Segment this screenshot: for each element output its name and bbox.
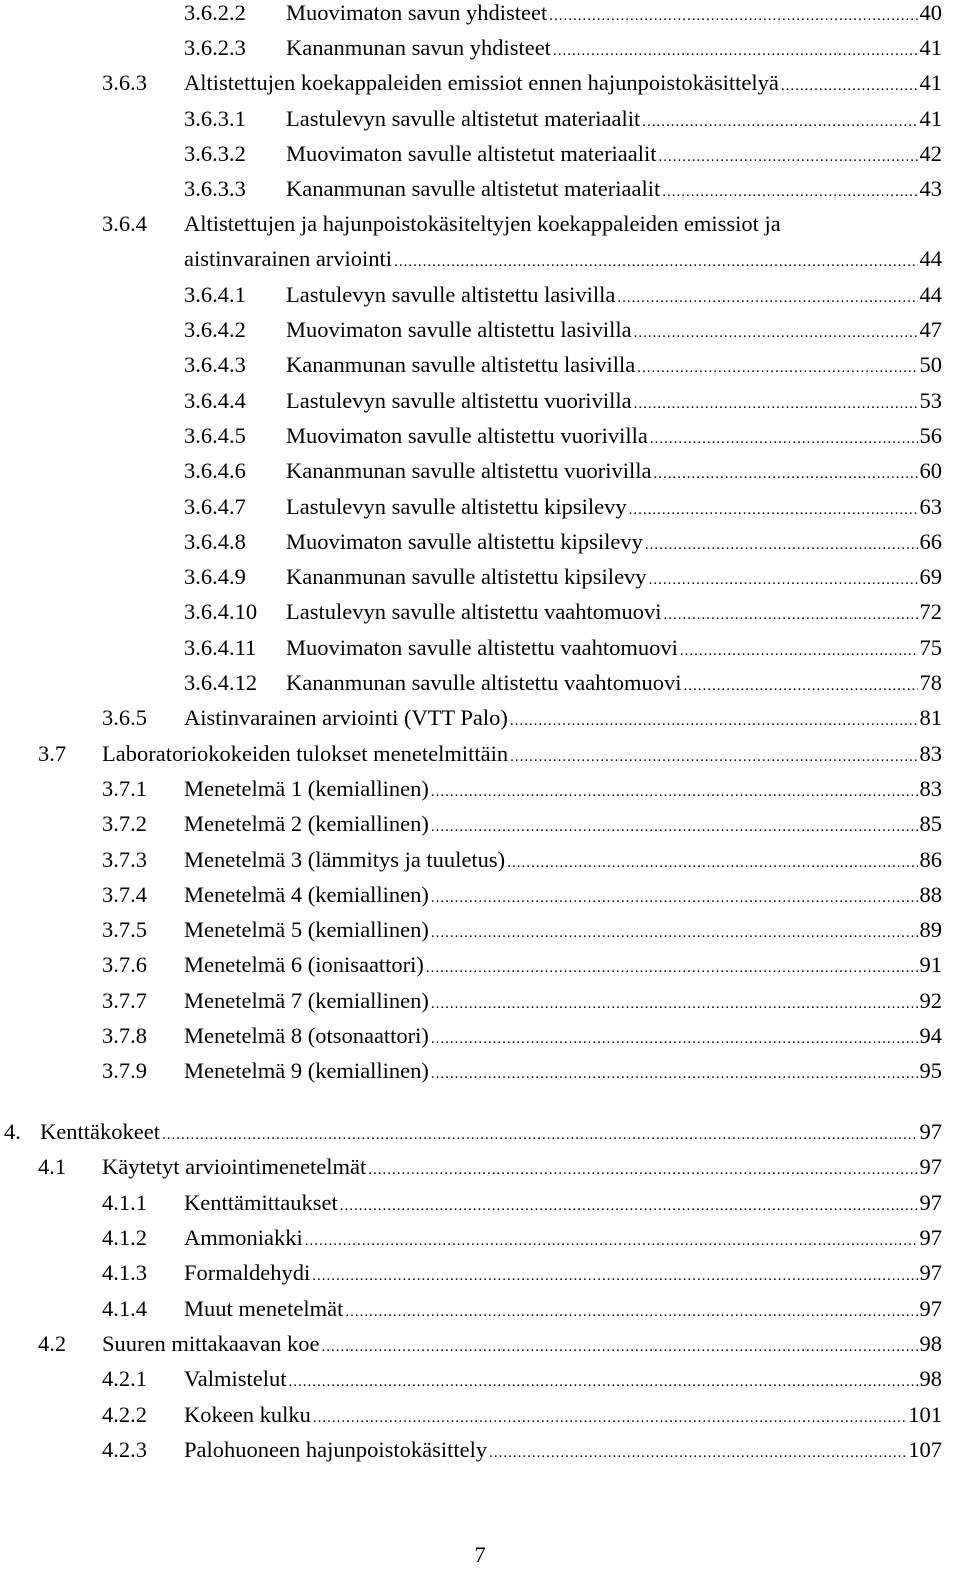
toc-entry-title: Muovimaton savulle altistettu vuorivilla — [286, 423, 648, 448]
toc-entry-number: 3.7.6 — [102, 952, 147, 977]
toc-entry[interactable] — [102, 776, 942, 812]
toc-entry-title: Muut menetelmät — [184, 1296, 344, 1321]
toc-entry-page: 97 — [919, 1119, 942, 1144]
toc-entry-title: Menetelmä 8 (otsonaattori) — [184, 1023, 429, 1048]
toc-entry[interactable] — [184, 35, 942, 71]
toc-entry-title: Kananmunan savulle altistettu vuorivilla — [286, 458, 652, 483]
dot-leader — [426, 955, 918, 981]
dot-leader — [394, 249, 917, 275]
toc-entry-number: 4.2 — [38, 1331, 67, 1356]
toc-entry[interactable] — [102, 1437, 942, 1473]
toc-entry[interactable] — [184, 282, 942, 318]
toc-entry-title: Kananmunan savulle altistettu lasivilla — [286, 352, 636, 377]
toc-entry[interactable] — [184, 176, 942, 212]
toc-entry-title: Lastulevyn savulle altistettu vaahtomuovi — [286, 599, 662, 624]
toc-entry-number: 4. — [4, 1119, 21, 1144]
toc-entry[interactable] — [38, 1154, 942, 1190]
dot-leader — [781, 73, 918, 99]
toc-entry-number: 3.6.4.3 — [184, 352, 246, 377]
toc-entry-page: 66 — [919, 529, 942, 554]
dot-leader — [305, 1228, 918, 1254]
dot-leader — [634, 391, 918, 417]
toc-entry-page: 40 — [919, 0, 942, 25]
toc-entry-page: 83 — [919, 776, 942, 801]
toc-entry-page: 97 — [919, 1296, 942, 1321]
toc-entry-page: 89 — [919, 917, 942, 942]
toc-entry-page: 83 — [919, 741, 942, 766]
toc-entry-title: Menetelmä 2 (kemiallinen) — [184, 811, 429, 836]
dot-leader — [642, 109, 917, 135]
toc-entry-page: 98 — [919, 1331, 942, 1356]
toc-entry-page: 50 — [919, 352, 942, 377]
toc-entry-number: 3.6.4.4 — [184, 388, 246, 413]
toc-entry-title: Käytetyt arviointimenetelmät — [102, 1154, 367, 1179]
toc-entry[interactable] — [184, 106, 942, 142]
toc-entry-number: 3.6.4.11 — [184, 635, 257, 660]
toc-entry-title: Muovimaton savun yhdisteet — [286, 0, 548, 25]
toc-entry-page: 107 — [908, 1437, 942, 1462]
toc-entry-title: Lastulevyn savulle altistettu vuorivilla — [286, 388, 632, 413]
toc-entry-number: 3.7.5 — [102, 917, 147, 942]
toc-entry-title: Kenttämittaukset — [184, 1190, 338, 1215]
toc-entry-title: Aistinvarainen arviointi (VTT Palo) — [184, 705, 508, 730]
toc-entry-title: Kananmunan savulle altistetut materiaalit — [286, 176, 661, 201]
toc-entry[interactable] — [102, 211, 942, 271]
toc-entry-page: 41 — [919, 106, 942, 131]
toc-entry-number: 3.6.4 — [102, 211, 147, 236]
toc-entry-title: Palohuoneen hajunpoistokäsittely — [184, 1437, 488, 1462]
dot-leader — [549, 3, 917, 29]
dot-leader — [510, 708, 918, 734]
toc-entry-number: 4.2.2 — [102, 1402, 147, 1427]
dot-leader — [368, 1157, 917, 1183]
toc-entry-number: 3.6.4.7 — [184, 494, 246, 519]
toc-entry-title: Laboratoriokokeiden tulokset menetelmittäin — [102, 741, 509, 766]
toc-entry-page: 86 — [919, 847, 942, 872]
dot-leader — [431, 1061, 918, 1087]
toc-entry-page: 97 — [919, 1190, 942, 1215]
toc-entry-number: 4.1.3 — [102, 1260, 147, 1285]
toc-entry-number: 3.7.9 — [102, 1058, 147, 1083]
toc-entry-number: 3.6.4.9 — [184, 564, 246, 589]
dot-leader — [162, 1122, 918, 1148]
toc-entry-number: 3.7.3 — [102, 847, 147, 872]
toc-entry[interactable] — [184, 141, 942, 177]
toc-entry-title: Lastulevyn savulle altistettu kipsilevy — [286, 494, 627, 519]
toc-entry-page: 63 — [919, 494, 942, 519]
toc-entry-page: 44 — [919, 246, 942, 271]
dot-leader — [629, 497, 918, 523]
toc-entry[interactable] — [184, 599, 942, 635]
toc-entry[interactable] — [102, 1296, 942, 1332]
toc-entry-page: 88 — [919, 882, 942, 907]
page-number: 7 — [474, 1542, 486, 1567]
toc-entry[interactable] — [184, 317, 942, 353]
dot-leader — [289, 1369, 918, 1395]
toc-entry-number: 3.6.4.10 — [184, 599, 258, 624]
toc-entry-page: 53 — [919, 388, 942, 413]
dot-leader — [649, 567, 918, 593]
dot-leader — [659, 144, 918, 170]
dot-leader — [637, 355, 917, 381]
toc-entry[interactable] — [184, 529, 942, 565]
toc-entry[interactable] — [184, 352, 942, 388]
toc-entry[interactable] — [102, 882, 942, 918]
dot-leader — [664, 602, 918, 628]
toc-entry-number: 3.6.4.2 — [184, 317, 246, 342]
toc-entry[interactable] — [184, 564, 942, 600]
toc-entry[interactable] — [102, 1058, 942, 1094]
toc-entry-number: 4.1 — [38, 1154, 67, 1179]
toc-entry[interactable] — [102, 1260, 942, 1296]
toc-entry-title: Muovimaton savulle altistettu lasivilla — [286, 317, 632, 342]
dot-leader — [617, 285, 917, 311]
toc-entry-page: 81 — [919, 705, 942, 730]
dot-leader — [312, 1263, 917, 1289]
dot-leader — [650, 426, 918, 452]
toc-entry-number: 3.6.3.3 — [184, 176, 246, 201]
dot-leader — [431, 814, 918, 840]
toc-entry-title: Muovimaton savulle altistettu vaahtomuovi — [286, 635, 678, 660]
toc-entry-number: 4.2.1 — [102, 1366, 147, 1391]
toc-entry-title: Menetelmä 1 (kemiallinen) — [184, 776, 429, 801]
toc-entry-title: Menetelmä 5 (kemiallinen) — [184, 917, 429, 942]
dot-leader — [321, 1334, 917, 1360]
toc-entry[interactable] — [184, 458, 942, 494]
toc-entry[interactable] — [102, 1225, 942, 1261]
toc-entry-page: 60 — [919, 458, 942, 483]
toc-entry-number: 3.6.4.12 — [184, 670, 258, 695]
toc-entry[interactable] — [102, 70, 942, 106]
dot-leader — [313, 1405, 906, 1431]
dot-leader — [507, 850, 917, 876]
toc-entry[interactable] — [184, 670, 942, 706]
toc-entry-number: 3.6.2.2 — [184, 0, 246, 25]
toc-entry-title: Suuren mittakaavan koe — [102, 1331, 320, 1356]
toc-entry-title-continued: aistinvarainen arviointi — [184, 246, 393, 271]
toc-entry-title: Altistettujen koekappaleiden emissiot ennen hajunpoistokäsittelyä — [184, 70, 779, 95]
toc-entry[interactable] — [102, 1190, 942, 1226]
dot-leader — [634, 320, 918, 346]
toc-entry-title: Menetelmä 9 (kemiallinen) — [184, 1058, 429, 1083]
toc-entry-title: Kananmunan savulle altistettu kipsilevy — [286, 564, 647, 589]
toc-entry-number: 3.7.4 — [102, 882, 147, 907]
dot-leader — [510, 744, 917, 770]
toc-entry-title: Menetelmä 6 (ionisaattori) — [184, 952, 424, 977]
dot-leader — [431, 991, 918, 1017]
dot-leader — [654, 461, 918, 487]
toc-entry-number: 3.6.3 — [102, 70, 147, 95]
toc-entry-number: 3.6.5 — [102, 705, 147, 730]
toc-entry-number: 3.6.3.1 — [184, 106, 246, 131]
dot-leader — [645, 532, 918, 558]
dot-leader — [553, 38, 918, 64]
toc-entry[interactable] — [102, 952, 942, 988]
toc-entry-page: 97 — [919, 1225, 942, 1250]
toc-entry-number: 3.6.4.1 — [184, 282, 246, 307]
toc-entry-number: 3.6.4.8 — [184, 529, 246, 554]
dot-leader — [431, 1026, 918, 1052]
toc-entry[interactable] — [102, 847, 942, 883]
toc-entry-number: 3.7.1 — [102, 776, 147, 801]
toc-entry-number: 3.7.8 — [102, 1023, 147, 1048]
toc-entry-number: 4.2.3 — [102, 1437, 147, 1462]
toc-entry-title: Menetelmä 4 (kemiallinen) — [184, 882, 429, 907]
toc-entry-page: 95 — [919, 1058, 942, 1083]
toc-entry-title: Menetelmä 7 (kemiallinen) — [184, 988, 429, 1013]
toc-entry[interactable] — [102, 917, 942, 953]
dot-leader — [662, 179, 917, 205]
toc-entry[interactable] — [102, 1023, 942, 1059]
toc-entry-page: 44 — [919, 282, 942, 307]
toc-entry[interactable] — [38, 741, 942, 777]
dot-leader — [340, 1193, 918, 1219]
toc-entry-page: 75 — [919, 635, 942, 660]
toc-entry[interactable] — [184, 423, 942, 459]
toc-entry-title: Kananmunan savulle altistettu vaahtomuovi — [286, 670, 682, 695]
dot-leader — [345, 1299, 917, 1325]
toc-entry-page: 43 — [919, 176, 942, 201]
toc-entry-title: Menetelmä 3 (lämmitys ja tuuletus) — [184, 847, 506, 872]
dot-leader — [489, 1440, 906, 1466]
toc-entry[interactable] — [184, 494, 942, 530]
toc-entry-page: 41 — [919, 70, 942, 95]
toc-entry-page: 41 — [919, 35, 942, 60]
dot-leader — [431, 920, 918, 946]
toc-entry-title: Kenttäkokeet — [40, 1119, 160, 1144]
toc-entry-page: 85 — [919, 811, 942, 836]
toc-entry-number: 3.7.2 — [102, 811, 147, 836]
toc-entry-page: 94 — [919, 1023, 942, 1048]
dot-leader — [684, 673, 918, 699]
toc-entry[interactable] — [184, 388, 942, 424]
toc-entry-title: Formaldehydi — [184, 1260, 311, 1285]
toc-entry-page: 72 — [919, 599, 942, 624]
toc-entry[interactable] — [184, 0, 942, 36]
toc-entry-title: Valmistelut — [184, 1366, 287, 1391]
toc-entry-title: Kokeen kulku — [184, 1402, 311, 1427]
toc-entry-page: 101 — [908, 1402, 942, 1427]
toc-entry-number: 4.1.2 — [102, 1225, 147, 1250]
toc-entry-number: 3.6.2.3 — [184, 35, 246, 60]
toc-entry-title: Muovimaton savulle altistettu kipsilevy — [286, 529, 643, 554]
toc-entry-page: 69 — [919, 564, 942, 589]
toc-entry-title: Lastulevyn savulle altistetut materiaalit — [286, 106, 641, 131]
toc-entry[interactable] — [102, 1366, 942, 1402]
toc-entry[interactable] — [102, 988, 942, 1024]
toc-entry-title: Muovimaton savulle altistetut materiaalit — [286, 141, 657, 166]
dot-leader — [680, 638, 918, 664]
dot-leader — [431, 885, 918, 911]
toc-entry[interactable] — [38, 1331, 942, 1367]
toc-entry-page: 78 — [919, 670, 942, 695]
toc-entry-number: 3.7 — [38, 741, 67, 766]
toc-entry-title: Altistettujen ja hajunpoistokäsiteltyjen koekappaleiden emissiot ja — [184, 211, 781, 236]
toc-entry-number: 3.6.4.6 — [184, 458, 246, 483]
toc-entry[interactable] — [102, 705, 942, 741]
toc-entry[interactable] — [4, 1119, 942, 1155]
toc-entry[interactable] — [184, 635, 942, 671]
toc-entry-title: Lastulevyn savulle altistettu lasivilla — [286, 282, 616, 307]
toc-entry-number: 3.6.4.5 — [184, 423, 246, 448]
toc-entry-page: 42 — [919, 141, 942, 166]
toc-entry-page: 56 — [919, 423, 942, 448]
dot-leader — [431, 779, 918, 805]
toc-entry-title: Kananmunan savun yhdisteet — [286, 35, 551, 60]
toc-entry-number: 3.7.7 — [102, 988, 147, 1013]
toc-entry-title: Ammoniakki — [184, 1225, 303, 1250]
toc-entry[interactable] — [102, 1402, 942, 1438]
toc-entry-page: 47 — [919, 317, 942, 342]
toc-entry-number: 4.1.4 — [102, 1296, 147, 1321]
toc-entry-number: 4.1.1 — [102, 1190, 147, 1215]
toc-entry-number: 3.6.3.2 — [184, 141, 246, 166]
toc-entry[interactable] — [102, 811, 942, 847]
toc-entry-page: 91 — [919, 952, 942, 977]
toc-entry-page: 97 — [919, 1154, 942, 1179]
toc-entry-page: 92 — [919, 988, 942, 1013]
toc-entry-page: 98 — [919, 1366, 942, 1391]
toc-entry-page: 97 — [919, 1260, 942, 1285]
